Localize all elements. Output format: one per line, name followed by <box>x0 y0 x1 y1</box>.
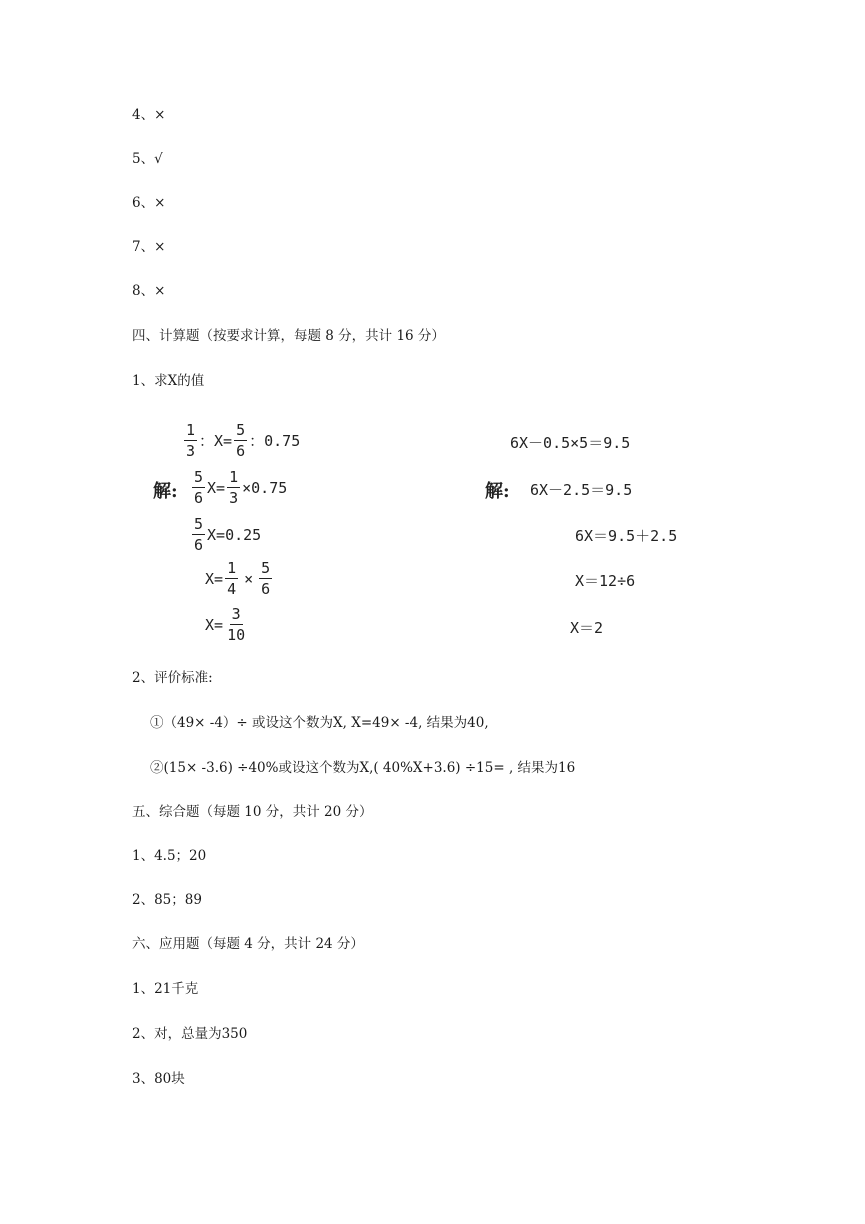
fraction: $\frac{1}{4}$ <box>227 559 237 598</box>
fraction: $\frac{1}{3}$ <box>186 421 196 460</box>
answer-line: 3、80块 <box>132 1071 185 1087</box>
answer-mark: × <box>154 107 166 123</box>
solution-step: 6X＝9.5＋2.5 <box>575 527 678 545</box>
section-heading: 六、应用题（每题 4 分，共计 24 分） <box>132 936 364 952</box>
criteria-item: ②(15× -3.6) ÷40%或设这个数为X,( 40%X+3.6) ÷15= , 结果为16 <box>150 760 576 776</box>
answer-number: 4、 <box>132 107 155 123</box>
fraction: $\frac{5}{6}$ <box>261 559 271 598</box>
answer-mark: × <box>154 239 166 255</box>
answer-number: 6、 <box>132 195 155 211</box>
answer-line: 1、4.5；20 <box>132 848 207 864</box>
answer-line: 2、对，总量为350 <box>132 1026 248 1042</box>
answer-number: 8、 <box>132 283 155 299</box>
question-label: 1、求X的值 <box>132 373 205 389</box>
answer-number: 7、 <box>132 239 155 255</box>
question-label: 2、评价标准: <box>132 670 213 686</box>
equation-right: 6X－0.5×5＝9.5 <box>510 434 631 452</box>
answer-mark: × <box>154 283 166 299</box>
solution-step: X＝2 <box>570 619 604 637</box>
equation-text: ：0.75 <box>249 432 301 450</box>
fraction: $\frac{5}{6}$ <box>194 515 204 554</box>
answer-line: 2、85；89 <box>132 892 202 908</box>
solution-label: 解: <box>485 481 510 502</box>
solution-step <box>205 604 249 645</box>
answer-number: 5、 <box>132 151 155 167</box>
equation-text: X= <box>205 615 224 634</box>
answer-mark: √ <box>154 151 163 167</box>
solution-step <box>190 467 287 508</box>
solution-step: 6X－2.5＝9.5 <box>530 481 633 499</box>
answer-line: 1、21千克 <box>132 981 199 997</box>
solution-label: 解: <box>153 481 178 502</box>
answer-line <box>132 238 165 256</box>
equation-text: X= <box>207 478 226 497</box>
equation-text: ×0.75 <box>242 478 288 497</box>
fraction: $\frac{3}{10}$ <box>227 605 246 644</box>
answer-line <box>132 150 163 168</box>
fraction: $\frac{5}{6}$ <box>236 421 246 460</box>
solution-step: X＝12÷6 <box>575 572 636 590</box>
fraction: $\frac{1}{3}$ <box>229 468 239 507</box>
equation-left <box>182 420 300 461</box>
answer-line <box>132 282 165 300</box>
equation-text: × <box>244 569 254 588</box>
equation-text: ：X= <box>199 432 233 450</box>
section-heading: 五、综合题（每题 10 分，共计 20 分） <box>132 804 373 820</box>
section-heading: 四、计算题（按要求计算，每题 8 分，共计 16 分） <box>132 328 445 344</box>
equation-text: X=0.25 <box>207 525 262 544</box>
equation-text: X= <box>205 569 224 588</box>
solution-step <box>190 514 261 555</box>
criteria-item: ①（49× -4）÷ 或设这个数为X, X=49× -4, 结果为40, <box>150 715 489 731</box>
answer-mark: × <box>154 195 166 211</box>
fraction: $\frac{5}{6}$ <box>194 468 204 507</box>
solution-step <box>205 558 274 599</box>
answer-line <box>132 106 165 124</box>
answer-line <box>132 194 165 212</box>
